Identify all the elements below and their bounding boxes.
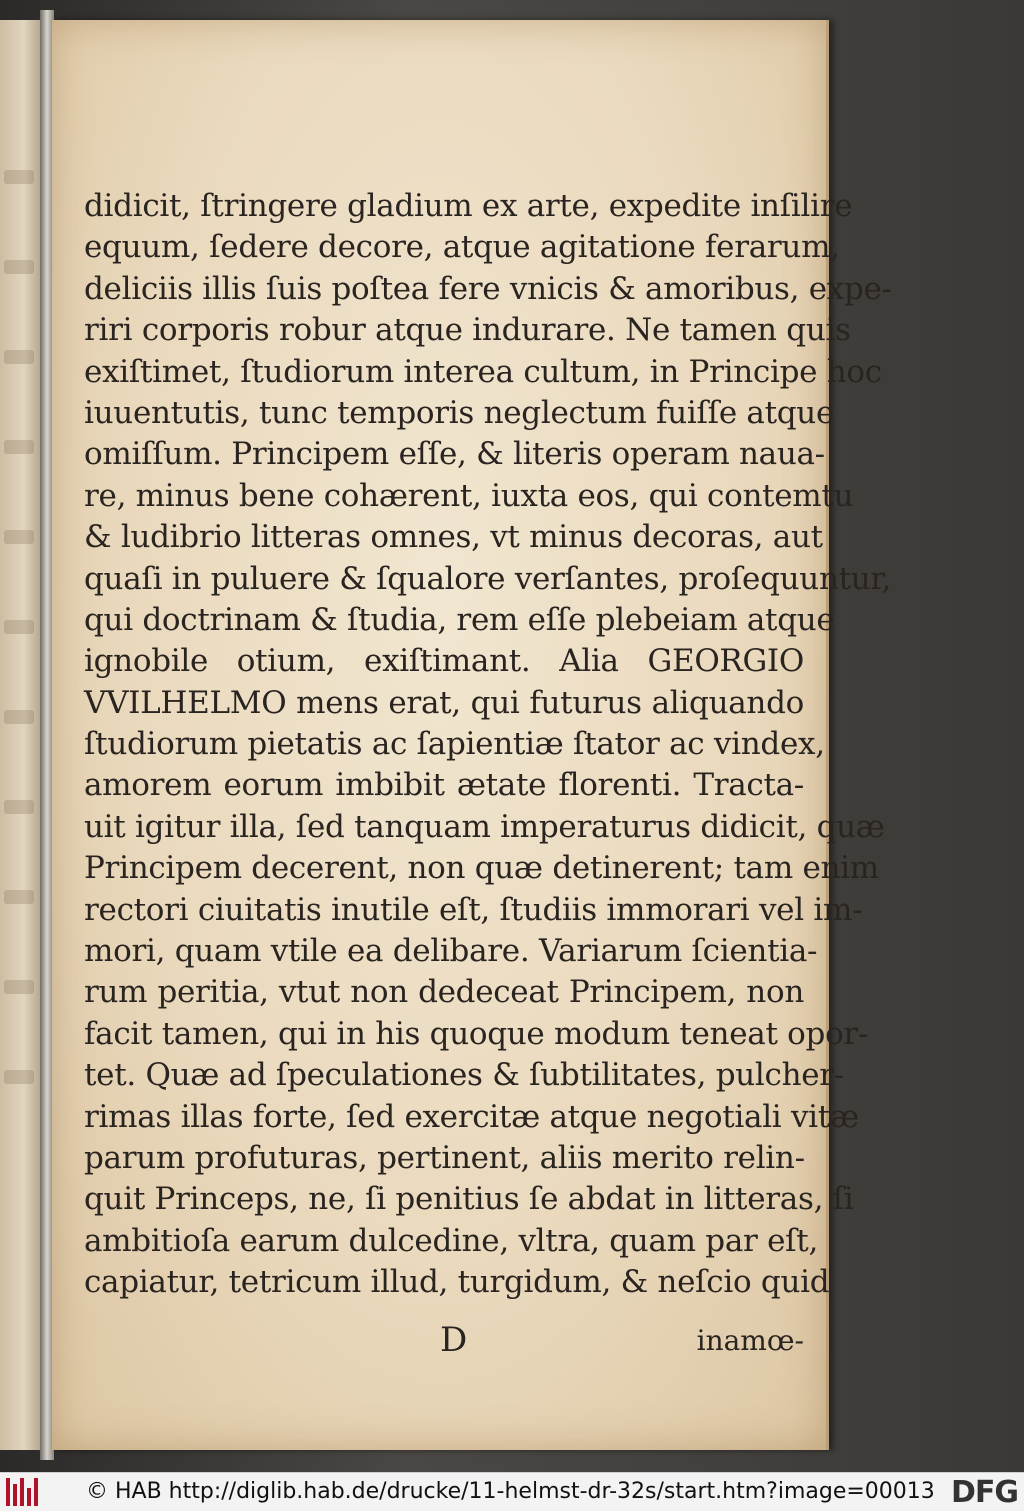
text-line: rum peritia, vtut non dedeceat Principem, non: [84, 974, 804, 1011]
bleed-mark: [4, 350, 34, 364]
bleed-mark: [4, 710, 34, 724]
bleed-mark: [4, 890, 34, 904]
text-line: uit igitur illa, ſed tanquam imperaturus didicit, quæ: [84, 808, 885, 845]
page-footer: [84, 1320, 804, 1362]
text-line: exiſtimet, ſtudiorum interea cultum, in Principe hoc: [84, 353, 882, 390]
bleed-mark: [4, 980, 34, 994]
text-line: deliciis illis ſuis poſtea fere vnicis & amoribus, expe-: [84, 270, 892, 307]
text-line: parum profuturas, pertinent, aliis merito relin-: [84, 1139, 805, 1176]
text-line: quit Princeps, ne, ſi penitius ſe abdat in litteras, ſi: [84, 1181, 854, 1218]
text-line: Principem decerent, non quæ detinerent; tam enim: [84, 850, 879, 887]
previous-page-edge: [0, 20, 42, 1450]
bleed-mark: [4, 1070, 34, 1084]
bleed-mark: [4, 800, 34, 814]
text-line: ambitioſa earum dulcedine, vltra, quam par eſt,: [84, 1222, 819, 1259]
signature-mark: D: [440, 1320, 468, 1360]
dfg-logo: DFG: [950, 1475, 1018, 1510]
text-line: qui doctrinam & ſtudia, rem eſſe plebeiam atque: [84, 601, 835, 638]
hab-logo-icon: [6, 1478, 40, 1506]
text-line: omiſſum. Principem eſſe, & literis operam naua-: [84, 436, 825, 473]
bleed-mark: [4, 260, 34, 274]
text-line: riri corporis robur atque indurare. Ne tamen quis: [84, 312, 851, 349]
bleed-mark: [4, 530, 34, 544]
text-line: mori, quam vtile ea delibare. Variarum ſcientia-: [84, 933, 818, 970]
text-line: iuuentutis, tunc temporis neglectum fuiſſe atque: [84, 394, 835, 431]
text-line: quaſi in puluere & ſqualore verſantes, proſequuntur,: [84, 560, 892, 597]
copyright-link[interactable]: © HAB http://diglib.hab.de/drucke/11-helmst-dr-32s/start.htm?image=00013: [86, 1479, 935, 1504]
text-line: facit tamen, qui in his quoque modum teneat opor-: [84, 1015, 869, 1052]
text-line: didicit, ſtringere gladium ex arte, expedite inſilire: [84, 188, 853, 224]
catchword: inamœ-: [696, 1324, 804, 1357]
text-line: tet. Quæ ad ſpeculationes & ſubtilitates, pulcher-: [84, 1057, 845, 1094]
book-page: [52, 20, 892, 1450]
page-text: [84, 186, 892, 1304]
text-line: re, minus bene cohærent, iuxta eos, qui contemtu: [84, 477, 854, 514]
text-line: ſtudiorum pietatis ac ſapientiæ ſtator ac vindex,: [84, 726, 825, 763]
text-line: rectori ciuitatis inutile eſt, ſtudiis immorari vel im-: [84, 891, 863, 928]
text-line: & ludibrio litteras omnes, vt minus decoras, aut: [84, 519, 823, 556]
text-line: equum, ſedere decore, atque agitatione ferarum,: [84, 229, 840, 266]
viewer-footer-bar: [0, 1472, 1024, 1511]
bleed-mark: [4, 170, 34, 184]
bleed-mark: [4, 620, 34, 634]
text-line: amorem eorum imbibit ætate florenti. Tracta-: [84, 767, 804, 804]
text-line: rimas illas forte, ſed exercitæ atque negotiali vitæ: [84, 1098, 859, 1135]
text-line: capiatur, tetricum illud, turgidum, & neſcio quid: [84, 1264, 830, 1301]
bleed-mark: [4, 440, 34, 454]
text-line: VVILHELMO mens erat, qui futurus aliquando: [84, 684, 804, 721]
text-line: ignobile otium, exiſtimant. Alia GEORGIO: [84, 643, 804, 680]
